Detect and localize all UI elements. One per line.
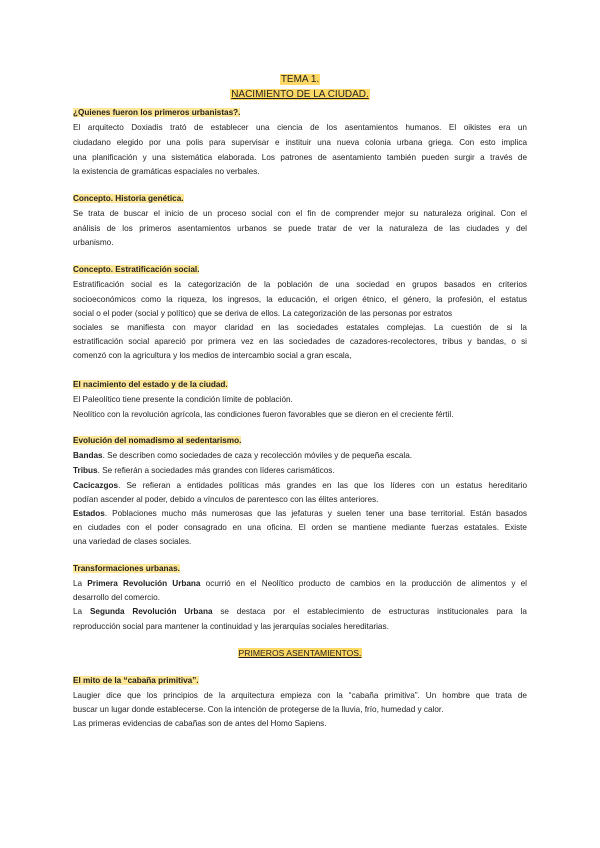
section-heading-nacimiento-estado: El nacimiento del estado y de la ciudad. xyxy=(73,380,228,389)
paragraph-line: la existencia de gramáticas espaciales no verbales. xyxy=(73,167,260,176)
section-heading-transformaciones: Transformaciones urbanas. xyxy=(73,564,180,573)
paragraph-line: El Paleolítico tiene presente la condición límite de población. xyxy=(73,395,293,404)
paragraph-line: podían ascender al poder, debido a vínculos de parentesco con las élites anteriores. xyxy=(73,495,379,504)
paragraph-line: comenzó con la agricultura y los medios de intercambio social a gran escala, xyxy=(73,351,352,360)
paragraph-line: sociales se manifiesta con mayor claridad en las sociedades estatales complejas. La cuestión de si la xyxy=(73,323,527,332)
page-title: TEMA 1. xyxy=(280,74,320,85)
paragraph-line: ciudadano elegido por una polis para supervisar e instituir una nueva colonia urbana griega. Con esto implica xyxy=(73,138,527,147)
paragraph-line: Las primeras evidencias de cabañas son de antes del Homo Sapiens. xyxy=(73,719,327,728)
paragraph-line: social o el poder (social y político) que se deriva de ellos. La categorización de las personas por estratos xyxy=(73,309,453,318)
paragraph-line: socioeconómicos como la riqueza, los ingresos, la educación, el origen étnico, el género, la profesión, el estatus xyxy=(73,295,527,304)
page-subtitle: NACIMIENTO DE LA CIUDAD. xyxy=(231,89,369,100)
paragraph-line: buscar un lugar donde establecerse. Con la intención de protegerse de la lluvia, frío, humedad y calor. xyxy=(73,705,444,714)
paragraph-line: Neolítico con la revolución agrícola, las condiciones fueron favorables que se dieron en el creciente fértil. xyxy=(73,410,454,419)
paragraph-line: análisis de los primeros asentamientos urbanos se puede tratar de ver la naturaleza de las ciudades y del xyxy=(73,224,527,233)
paragraph-line: Laugier dice que los principios de la arquitectura empieza con la “cabaña primitiva”. Un hombre que trata de xyxy=(73,691,527,700)
paragraph-line: estratificación social apareció por primera vez en las sociedades de cazadores-recolectores, tribus y bandas, o si xyxy=(73,337,527,346)
definition-estados: Estados. Poblaciones mucho más numerosas que las jefaturas y suelen tener una base territorial. Están basados xyxy=(73,509,527,518)
section-heading-cabana: El mito de la “cabaña primitiva”. xyxy=(73,676,199,685)
paragraph-segunda-revolucion: La Segunda Revolución Urbana se destaca por el establecimiento de estructuras institucionales para la xyxy=(73,607,527,616)
paragraph-line: una planificación y una sistemática elaborada. Los patrones de asentamiento también pueden surgir a través de xyxy=(73,153,527,162)
definition-tribus: Tribus. Se refierán a sociedades más grandes con líderes carismáticos. xyxy=(73,466,335,475)
definition-cacicazgos: Cacicazgos. Se refieran a entidades políticas más grandes en las que los líderes con un estatus hereditario xyxy=(73,481,527,490)
section-heading-nomadismo: Evolución del nomadismo al sedentarismo. xyxy=(73,436,242,445)
paragraph-primera-revolucion: La Primera Revolución Urbana ocurrió en el Neolítico producto de cambios en la producción de alimentos y el xyxy=(73,579,527,588)
paragraph-line: Estratificación social es la categorización de la población de una sociedad en grupos basados en criterios xyxy=(73,280,527,289)
paragraph-line: urbanismo. xyxy=(73,238,114,247)
paragraph-line: desarrollo del comercio. xyxy=(73,593,160,602)
section-title-asentamientos: PRIMEROS ASENTAMIENTOS. xyxy=(238,648,362,658)
paragraph-line: Se trata de buscar el inicio de un proceso social con el fin de comprender mejor su naturaleza original. Con el xyxy=(73,209,527,218)
section-heading-historia-genetica: Concepto. Historia genética. xyxy=(73,194,184,203)
definition-bandas: Bandas. Se describen como sociedades de caza y recolección móviles y de pequeña escala. xyxy=(73,451,413,460)
section-heading-urbanistas: ¿Quienes fueron los primeros urbanistas?. xyxy=(73,108,241,117)
paragraph-line: El arquitecto Doxiadis trató de establecer una ciencia de los asentamientos humanos. El oikistes era un xyxy=(73,123,527,132)
paragraph-line: reproducción social para mantener la continuidad y las jerarquías sociales hereditarias. xyxy=(73,622,389,631)
section-heading-estratificacion: Concepto. Estratificación social. xyxy=(73,265,200,274)
paragraph-line: en ciudades con el poder consagrado en una oficina. El orden se mantiene mediante fuerzas estatales. Existe xyxy=(73,523,527,532)
paragraph-line: una variedad de clases sociales. xyxy=(73,537,192,546)
